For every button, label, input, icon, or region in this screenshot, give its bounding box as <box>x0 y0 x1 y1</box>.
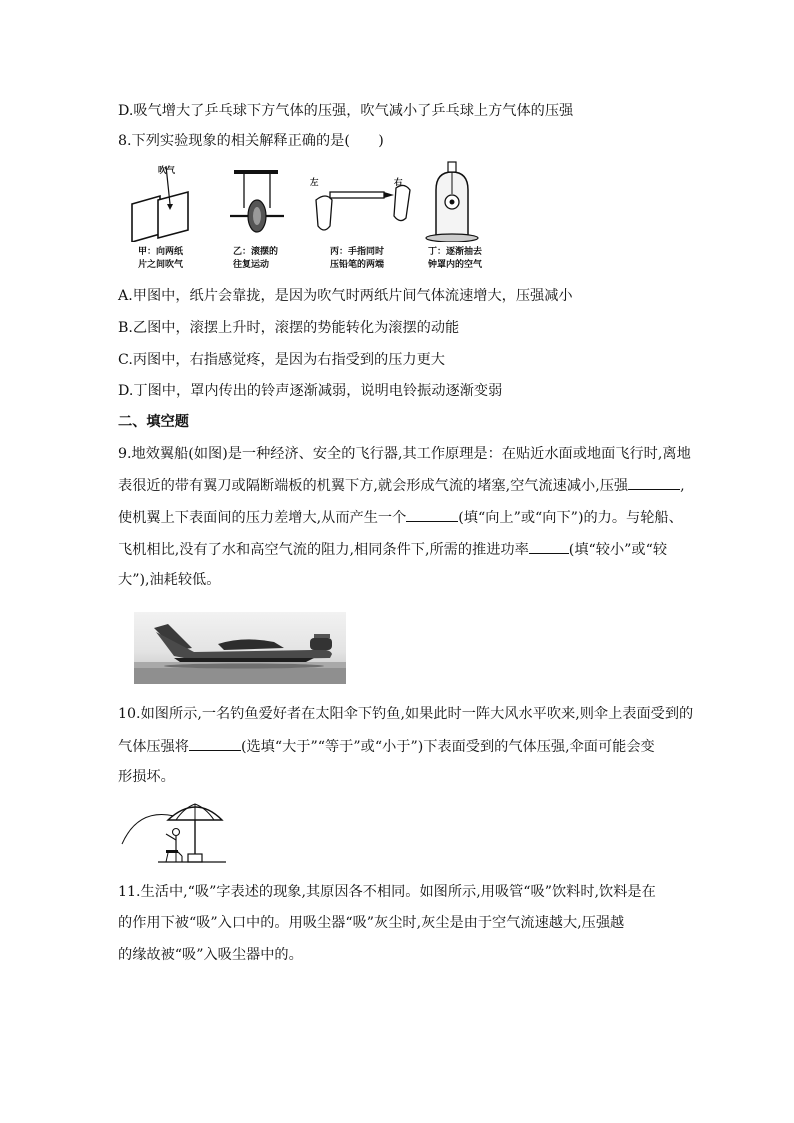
caption-jia-2: 片之间吹气 <box>138 260 184 270</box>
bell-jar-figure <box>426 162 478 242</box>
q9-blank-power[interactable] <box>529 539 569 554</box>
q9-line-2-end: , <box>680 478 685 494</box>
q10-line-2-text: 气体压强将 <box>118 739 189 755</box>
q9-line-2 <box>118 475 685 496</box>
q11-line-1: 11.生活中,“吸”字表述的现象,其原因各不相同。如图所示,用吸管“吸”饮料时,饮料是在 <box>118 884 656 900</box>
q9-line-3-end: (填“向上”或“向下”)的力。与轮船、 <box>458 510 683 526</box>
label-right: 右 <box>394 178 403 188</box>
caption-ding-1: 丁：逐渐抽去 <box>428 247 483 257</box>
q11-line-2: 的作用下被“吸”入口中的。用吸尘器“吸”灰尘时,灰尘是由于空气流速越大,压强越 <box>118 915 625 931</box>
q9-line-2-text: 表很近的带有翼刀或隔断端板的机翼下方,就会形成气流的堵塞,空气流速减小,压强 <box>118 478 629 494</box>
fishing-umbrella-figure <box>118 798 228 868</box>
q11-line-3: 的缘故被“吸”入吸尘器中的。 <box>118 947 303 963</box>
q9-line-3 <box>118 507 683 528</box>
q8-option-b: B.乙图中，滚摆上升时，滚摆的势能转化为滚摆的动能 <box>118 320 460 336</box>
label-blow: 吹气 <box>158 166 176 176</box>
q8-option-a: A.甲图中，纸片会靠拢，是因为吹气时两纸片间气体流速增大，压强减小 <box>118 288 573 304</box>
caption-ding-2: 钟罩内的空气 <box>428 260 483 270</box>
paper-sheets-figure <box>132 166 188 242</box>
caption-yi-2: 往复运动 <box>233 260 270 270</box>
q9-blank-direction[interactable] <box>406 507 458 522</box>
q9-line-5: 大”),油耗较低。 <box>118 572 221 588</box>
q10-line-2-end: (选填“大于”“等于”或“小于”)下表面受到的气体压强,伞面可能会变 <box>240 739 655 755</box>
q10-line-1: 10.如图所示,一名钓鱼爱好者在太阳伞下钓鱼,如果此时一阵大风水平吹来,则伞上表面受到的 <box>118 706 694 722</box>
q8-stem: 8.下列实验现象的相关解释正确的是( ) <box>118 133 384 149</box>
q10-line-3: 形损坏。 <box>118 769 175 785</box>
section-title: 二、填空题 <box>118 414 189 430</box>
q9-blank-pressure[interactable] <box>628 475 680 490</box>
q7-option-d: D.吸气增大了乒乓球下方气体的压强，吹气减小了乒乓球上方气体的压强 <box>118 103 574 119</box>
caption-bing-2: 压铅笔的两端 <box>330 260 385 270</box>
q9-line-4-text: 飞机相比,没有了水和高空气流的阻力,相同条件下,所需的推进功率 <box>118 542 529 558</box>
pencil-fingers-figure <box>316 185 410 230</box>
rolling-pendulum-figure <box>230 170 284 232</box>
q9-line-3-text: 使机翼上下表面间的压力差增大,从而产生一个 <box>118 510 407 526</box>
label-left: 左 <box>310 178 319 188</box>
caption-jia-1: 甲：向两纸 <box>138 247 184 257</box>
q10-line-2 <box>118 736 655 757</box>
ground-effect-craft-photo <box>134 612 346 684</box>
caption-yi-1: 乙：滚摆的 <box>233 247 279 257</box>
q8-option-d: D.丁图中，罩内传出的铃声逐渐减弱，说明电铃振动逐渐变弱 <box>118 383 503 399</box>
q9-line-4-end: (填“较小”或“较 <box>568 542 668 558</box>
q8-option-c: C.丙图中，右指感觉疼，是因为右指受到的压力更大 <box>118 352 445 368</box>
q9-line-1: 9.地效翼船(如图)是一种经济、安全的飞行器,其工作原理是：在贴近水面或地面飞行时,离地 <box>118 446 691 462</box>
q10-blank-pressure[interactable] <box>189 736 241 751</box>
caption-bing-1: 丙：手指同时 <box>330 247 385 257</box>
q9-line-4 <box>118 539 667 560</box>
